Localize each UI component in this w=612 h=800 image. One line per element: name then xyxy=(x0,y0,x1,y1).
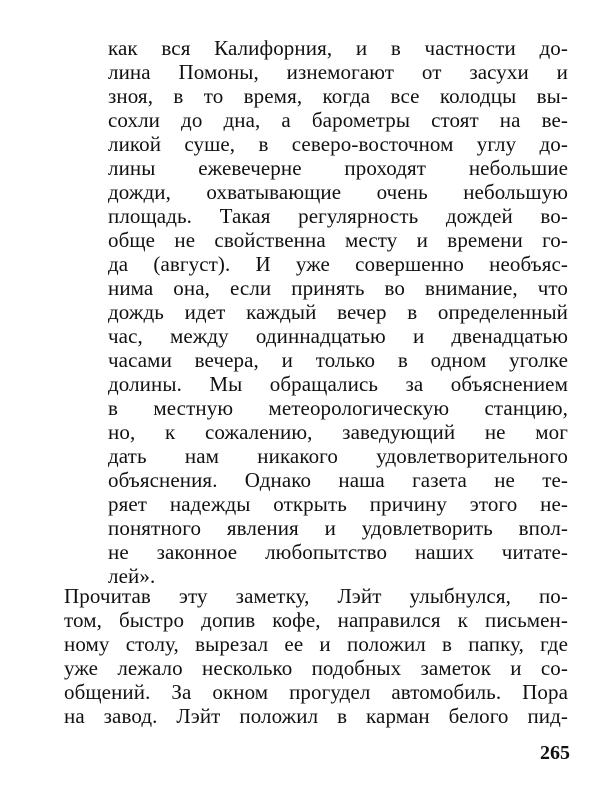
quote-line-last: лей». xyxy=(108,564,156,588)
quote-line: объяснения. Однако наша газета не те- xyxy=(108,468,568,492)
body-line: общений. За окном прогудел автомобиль. Пора xyxy=(64,680,568,704)
body-line: Прочитав эту заметку, Лэйт улыбнулся, по- xyxy=(64,584,568,608)
body-line: ному столу, вырезал ее и положил в папку, где xyxy=(64,632,568,656)
quote-line: дать нам никакого удовлетворительного xyxy=(108,444,568,468)
quote-line: лины ежевечерне проходят небольшие xyxy=(108,156,568,180)
quote-line: час, между одиннадцатью и двенадцатью xyxy=(108,324,568,348)
quote-line: часами вечера, и только в одном уголке xyxy=(108,348,568,372)
quote-line: зноя, в то время, когда все колодцы вы- xyxy=(108,84,568,108)
quote-line: обще не свойственна месту и времени го- xyxy=(108,228,568,252)
body-line: уже лежало несколько подобных заметок и со- xyxy=(64,656,568,680)
quote-line: не законное любопытство наших читате- xyxy=(108,540,568,564)
quote-line: сохли до дна, а барометры стоят на ве- xyxy=(108,108,568,132)
quote-line: нима она, если принять во внимание, что xyxy=(108,276,568,300)
quote-line: как вся Калифорния, и в частности до- xyxy=(108,36,568,60)
quote-line: дожди, охватывающие очень небольшую xyxy=(108,180,568,204)
quote-line: лина Помоны, изнемогают от засухи и xyxy=(108,60,568,84)
quote-line: ликой суше, в северо-восточном углу до- xyxy=(108,132,568,156)
quote-line: ряет надежды открыть причину этого не- xyxy=(108,492,568,516)
body-line: на завод. Лэйт положил в карман белого пид- xyxy=(64,704,568,728)
quote-line: долины. Мы обращались за объяснением xyxy=(108,372,568,396)
quote-line: дождь идет каждый вечер в определенный xyxy=(108,300,568,324)
page-number: 265 xyxy=(540,742,570,764)
quote-line: понятного явления и удовлетворить впол- xyxy=(108,516,568,540)
quote-line: но, к сожалению, заведующий не мог xyxy=(108,420,568,444)
quote-line: да (август). И уже совершенно необъяс- xyxy=(108,252,568,276)
quote-line: площадь. Такая регулярность дождей во- xyxy=(108,204,568,228)
body-line: том, быстро допив кофе, направился к письмен- xyxy=(64,608,568,632)
quote-line: в местную метеорологическую станцию, xyxy=(108,396,568,420)
